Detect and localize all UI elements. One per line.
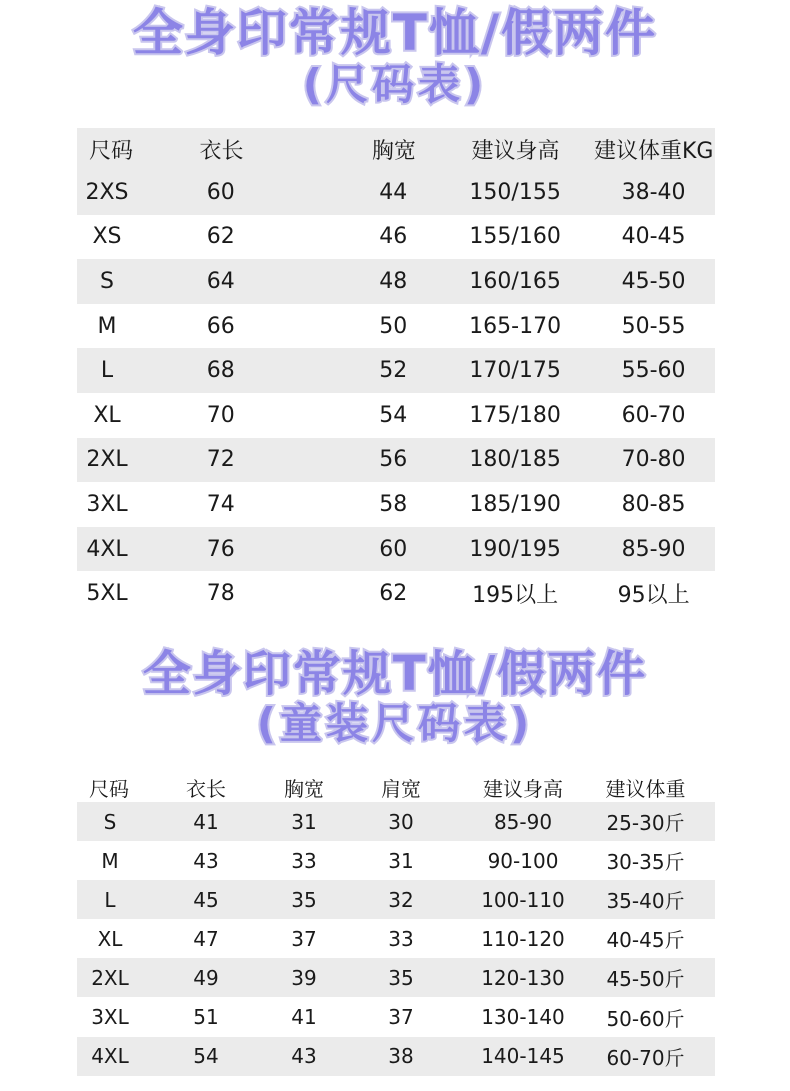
value-cell: 55-60 <box>621 358 686 384</box>
adult-title-line2: (尺码表) <box>302 60 488 109</box>
value-cell: 30-35斤 <box>606 850 685 875</box>
table-row <box>77 393 715 438</box>
value-cell: 50-60斤 <box>606 1006 685 1031</box>
size-cell: 4XL <box>91 1044 129 1069</box>
value-cell: 80-85 <box>621 491 686 517</box>
value-cell: 35 <box>291 887 317 912</box>
size-cell: XS <box>92 224 122 250</box>
size-cell: 3XL <box>91 1005 129 1030</box>
value-cell: 170/175 <box>469 358 561 384</box>
value-cell: 60 <box>379 536 408 562</box>
kids-title-line2: (童装尺码表) <box>256 699 534 748</box>
table-row <box>77 215 715 260</box>
header-cell: 建议身高 <box>483 776 563 801</box>
header-cell: 胸宽 <box>284 776 324 801</box>
value-cell: 78 <box>206 581 235 607</box>
header-cell: 胸宽 <box>371 138 416 164</box>
value-cell: 51 <box>193 1005 219 1030</box>
value-cell: 90-100 <box>487 848 559 873</box>
value-cell: 37 <box>291 926 317 951</box>
value-cell: 190/195 <box>469 536 561 562</box>
value-cell: 41 <box>193 809 219 834</box>
value-cell: 56 <box>379 447 408 473</box>
value-cell: 43 <box>291 1044 317 1069</box>
value-cell: 130-140 <box>481 1005 565 1030</box>
value-cell: 62 <box>379 581 408 607</box>
table-row <box>77 571 715 616</box>
value-cell: 37 <box>388 1005 414 1030</box>
size-cell: 2XS <box>85 179 129 205</box>
value-cell: 54 <box>193 1044 219 1069</box>
table-header-row <box>77 772 715 802</box>
value-cell: 110-120 <box>481 926 565 951</box>
kids-size-table <box>77 772 715 1076</box>
value-cell: 35-40斤 <box>606 889 685 914</box>
size-cell: L <box>104 887 116 912</box>
size-cell: S <box>100 268 114 294</box>
value-cell: 45 <box>193 887 219 912</box>
value-cell: 43 <box>193 848 219 873</box>
table-header-row <box>77 128 715 170</box>
value-cell: 33 <box>388 926 414 951</box>
value-cell: 85-90 <box>621 536 686 562</box>
value-cell: 40-45 <box>621 224 686 250</box>
adult-size-table <box>77 128 715 616</box>
value-cell: 60-70斤 <box>606 1045 685 1070</box>
value-cell: 39 <box>291 965 317 990</box>
value-cell: 195以上 <box>472 583 559 609</box>
value-cell: 33 <box>291 848 317 873</box>
value-cell: 74 <box>206 491 235 517</box>
value-cell: 54 <box>379 402 408 428</box>
header-cell: 肩宽 <box>381 776 421 801</box>
value-cell: 49 <box>193 965 219 990</box>
value-cell: 68 <box>206 358 235 384</box>
table-row <box>77 304 715 349</box>
size-cell: M <box>101 848 119 873</box>
table-row <box>77 919 715 958</box>
value-cell: 58 <box>379 491 408 517</box>
value-cell: 40-45斤 <box>606 928 685 953</box>
value-cell: 38 <box>388 1044 414 1069</box>
value-cell: 180/185 <box>469 447 561 473</box>
value-cell: 165-170 <box>469 313 562 339</box>
value-cell: 64 <box>206 268 235 294</box>
size-cell: 2XL <box>86 447 128 473</box>
value-cell: 47 <box>193 926 219 951</box>
table-row <box>77 841 715 880</box>
table-row <box>77 997 715 1036</box>
value-cell: 31 <box>388 848 414 873</box>
header-cell: 建议体重 <box>605 776 686 801</box>
value-cell: 41 <box>291 1005 317 1030</box>
size-cell: XL <box>93 402 121 428</box>
table-row <box>77 482 715 527</box>
value-cell: 52 <box>379 358 408 384</box>
value-cell: 100-110 <box>481 887 565 912</box>
value-cell: 60 <box>206 179 235 205</box>
value-cell: 70-80 <box>621 447 686 473</box>
table-row <box>77 259 715 304</box>
size-cell: 5XL <box>86 581 128 607</box>
value-cell: 185/190 <box>469 491 561 517</box>
header-cell: 尺码 <box>89 776 129 801</box>
table-row <box>77 527 715 572</box>
table-row <box>77 1037 715 1076</box>
size-cell: 4XL <box>86 536 128 562</box>
table-row <box>77 438 715 483</box>
value-cell: 50-55 <box>621 313 686 339</box>
kids-title-line1: 全身印常规T恤/假两件 <box>142 646 648 702</box>
size-cell: S <box>103 809 117 834</box>
size-cell: L <box>100 358 114 384</box>
table-row <box>77 802 715 841</box>
adult-title-line1: 全身印常规T恤/假两件 <box>132 4 658 62</box>
value-cell: 45-50 <box>621 268 686 294</box>
value-cell: 66 <box>206 313 235 339</box>
value-cell: 35 <box>388 965 414 990</box>
value-cell: 38-40 <box>621 179 686 205</box>
header-cell: 尺码 <box>89 138 134 164</box>
value-cell: 44 <box>379 179 408 205</box>
value-cell: 60-70 <box>621 402 686 428</box>
header-cell: 衣长 <box>199 138 244 164</box>
value-cell: 25-30斤 <box>606 811 685 836</box>
size-cell: 3XL <box>86 491 128 517</box>
value-cell: 50 <box>379 313 408 339</box>
value-cell: 95以上 <box>617 583 690 609</box>
header-cell: 建议身高 <box>471 138 560 164</box>
value-cell: 46 <box>379 224 408 250</box>
size-cell: 2XL <box>91 965 129 990</box>
size-cell: XL <box>97 926 123 951</box>
value-cell: 175/180 <box>469 402 561 428</box>
value-cell: 70 <box>206 402 235 428</box>
header-cell: 建议体重KG <box>593 138 714 164</box>
value-cell: 160/165 <box>469 268 561 294</box>
table-row <box>77 170 715 215</box>
value-cell: 120-130 <box>481 965 565 990</box>
value-cell: 155/160 <box>469 224 561 250</box>
value-cell: 140-145 <box>481 1044 565 1069</box>
table-row <box>77 880 715 919</box>
value-cell: 85-90 <box>493 809 553 834</box>
size-cell: M <box>97 313 117 339</box>
value-cell: 32 <box>388 887 414 912</box>
value-cell: 72 <box>206 447 235 473</box>
table-row <box>77 348 715 393</box>
value-cell: 62 <box>206 224 235 250</box>
value-cell: 45-50斤 <box>606 967 685 992</box>
value-cell: 48 <box>379 268 408 294</box>
value-cell: 31 <box>291 809 317 834</box>
table-row <box>77 958 715 997</box>
header-cell: 衣长 <box>186 776 226 801</box>
value-cell: 76 <box>206 536 235 562</box>
value-cell: 30 <box>388 809 414 834</box>
value-cell: 150/155 <box>469 179 561 205</box>
